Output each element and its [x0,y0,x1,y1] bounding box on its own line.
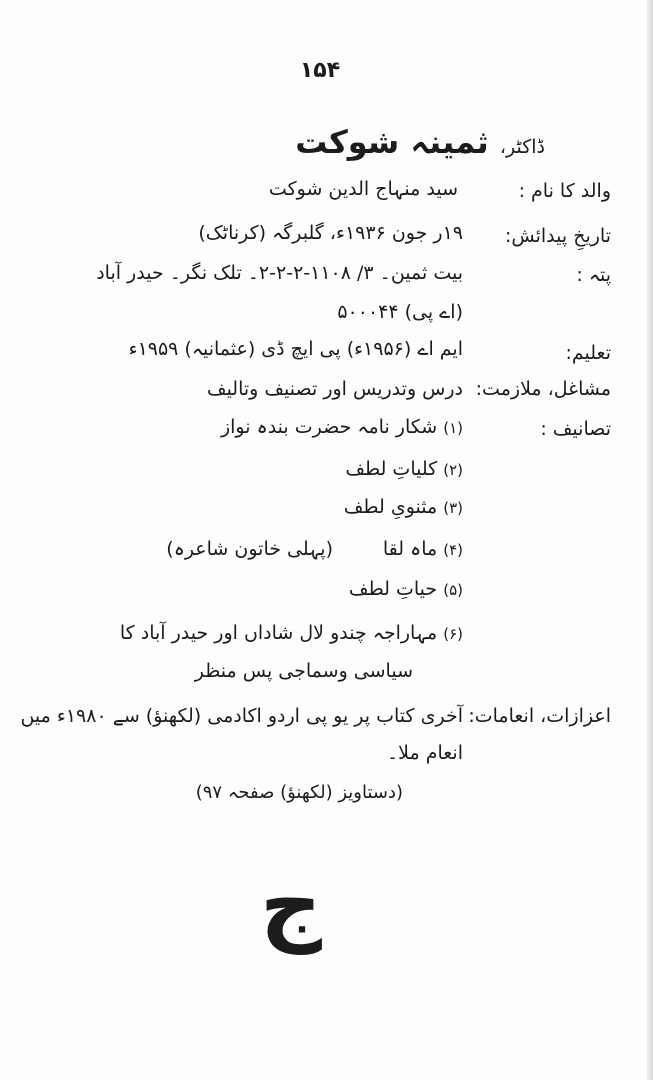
address-label: پتہ : [576,264,611,286]
father-label: والد کا نام : [518,180,611,202]
page-edge-shadow [647,0,653,1080]
awards-value-line2: انعام ملا۔ [387,742,463,764]
list-item [120,622,463,644]
list-item-number: (۵) [443,581,463,599]
address-value: بیت ثمین۔ ۳/ ۱۱۰۸-۲-۲-۲۔ تلک نگر۔ حیدر آباد [96,262,463,284]
list-item-number: (۲) [443,461,463,479]
list-item-text: مثنویِ لطف [343,496,438,518]
works-label: تصانیف : [540,418,611,440]
list-item [383,538,463,560]
entry-title [295,123,545,161]
section-letter: ج [260,855,322,955]
list-item [349,578,463,600]
list-item [344,496,463,518]
source-citation: (دستاویز (لکھنؤ) صفحہ ۹۷) [195,782,403,803]
list-item-text: ماہ لقا [382,538,438,560]
awards-value: آخری کتاب پر یو پی اردو اکادمی (لکھنؤ) سے ۱۹۸۰ء میں [20,705,463,727]
education-value: ایم اے (۱۹۵۶ء) پی ایچ ڈی (عثمانیہ) ۱۹۵۹ء [128,338,463,360]
dob-label: تاریخِ پیدائش: [504,225,611,247]
education-label: تعلیم: [565,342,611,364]
list-item-text: کلیاتِ لطف [345,458,438,480]
list-item-text: حیاتِ لطف [348,578,438,600]
list-item-number: (۱) [443,419,463,437]
list-item-number: (۴) [443,541,463,559]
title-prefix: ڈاکٹر، [499,136,545,158]
dob-value: ۱۹ر جون ۱۹۳۶ء، گلبرگہ (کرناٹک) [198,222,463,244]
father-value: سید منہاج الدین شوکت [268,178,458,200]
title-name: ثمینہ شوکت [295,123,489,161]
awards-label: اعزازات، انعامات: [468,705,611,727]
list-item-number: (۶) [443,625,463,643]
occupation-label: مشاغل، ملازمت: [475,378,611,400]
list-item-text: مہاراجہ چندو لال شاداں اور حیدر آباد کا [119,622,438,644]
list-item-number: (۳) [443,499,463,517]
page-number: ۱۵۴ [299,58,341,83]
list-item [345,458,463,480]
list-item-text-line2: سیاسی وسماجی پس منظر [194,660,413,682]
list-item-note: (پہلی خاتون شاعرہ) [166,538,333,560]
list-item [221,416,463,438]
occupation-value: درس وتدریس اور تصنیف وتالیف [206,378,463,400]
list-item-text: شکار نامہ حضرت بندہ نواز [220,416,438,438]
address-value-line2: (اے پی) ۵۰۰۰۴۴ [337,301,463,323]
